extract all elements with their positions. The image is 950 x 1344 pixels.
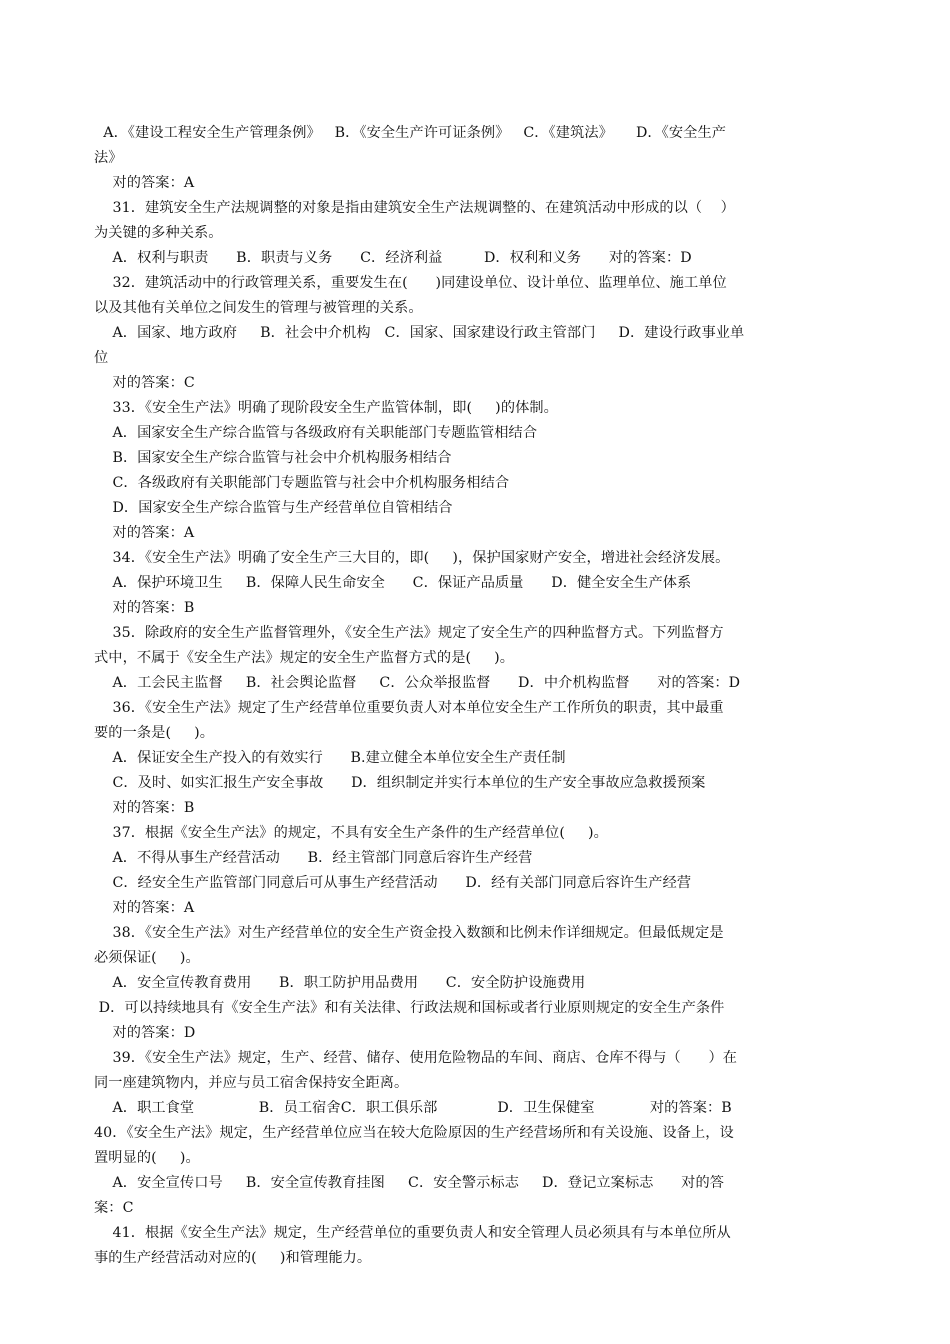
text-line: 35．除政府的安全生产监督管理外，《安全生产法》规定了安全生产的四种监督方式。下列监督方 [94,625,724,641]
text-line: C．各级政府有关职能部门专题监管与社会中介机构服务相结合 [94,475,510,491]
text-line: B．国家安全生产综合监管与社会中介机构服务相结合 [94,450,452,466]
text-line: 32．建筑活动中的行政管理关系，重要发生在( )同建设单位、设计单位、监理单位、施工单位 [94,275,727,291]
text-line: 位 [94,350,109,366]
text-line: 对的答案：B [94,600,195,616]
text-line: 对的答案：A [94,900,195,916]
text-line: A．保护环境卫生 B．保障人民生命安全 C．保证产品质量 D．健全安全生产体系 [94,575,692,591]
text-line: 案：C [94,1200,134,1216]
text-line: A．工会民主监督 B．社会舆论监督 C．公众举报监督 D．中介机构监督 对的答案：D [94,675,741,691]
text-line: 要的一条是( )。 [94,725,215,741]
text-line: 对的答案：D [94,1025,196,1041]
text-line: 法》 [94,150,123,166]
text-line: A．《建设工程安全生产管理条例》 B．《安全生产许可证条例》 C．《建筑法》 D．《安全生产 [94,125,727,141]
text-line: A．安全宣传教育费用 B．职工防护用品费用 C．安全防护设施费用 [94,975,586,991]
text-line: 34．《安全生产法》明确了安全生产三大目的，即( )，保护国家财产安全，增进社会经济发展。 [94,550,730,566]
text-line: 置明显的( )。 [94,1150,200,1166]
text-line: 必须保证( )。 [94,950,200,966]
text-line: 38．《安全生产法》对生产经营单位的安全生产资金投入数额和比例未作详细规定。但最低规定是 [94,925,724,941]
text-line: C．经安全生产监管部门同意后可从事生产经营活动 D．经有关部门同意后容许生产经营 [94,875,692,891]
text-line: 为关键的多种关系。 [94,225,223,241]
text-line: 以及其他有关单位之间发生的管理与被管理的关系。 [94,300,423,316]
text-line: D．可以持续地具有《安全生产法》和有关法律、行政法规和国标或者行业原则规定的安全生产条件 [94,1000,725,1016]
text-line: 41．根据《安全生产法》规定，生产经营单位的重要负责人和安全管理人员必须具有与本单位所从 [94,1225,731,1241]
text-line: 事的生产经营活动对应的( )和管理能力。 [94,1250,372,1266]
text-line: 式中，不属于《安全生产法》规定的安全生产监督方式的是( )。 [94,650,515,666]
text-line: 31．建筑安全生产法规调整的对象是指由建筑安全生产法规调整的、在建筑活动中形成的以（ ） [94,200,735,216]
text-line: 36．《安全生产法》规定了生产经营单位重要负责人对本单位安全生产工作所负的职责，其中最重 [94,700,724,716]
text-line: 对的答案：A [94,525,195,541]
text-line: 40．《安全生产法》规定，生产经营单位应当在较大危险原因的生产经营场所和有关设施、设备上，设 [94,1125,734,1141]
text-line: 对的答案：A [94,175,195,191]
text-line: A．职工食堂 B．员工宿舍C．职工俱乐部 D．卫生保健室 对的答案：B [94,1100,732,1116]
text-line: 对的答案：B [94,800,195,816]
text-line: 对的答案：C [94,375,195,391]
text-line: A．安全宣传口号 B．安全宣传教育挂图 C．安全警示标志 D．登记立案标志 对的答 [94,1175,725,1191]
text-line: C．及时、如实汇报生产安全事故 D．组织制定并实行本单位的生产安全事故应急救援预案 [94,775,706,791]
text-line: 39．《安全生产法》规定，生产、经营、储存、使用危险物品的车间、商店、仓库不得与（ ）在 [94,1050,738,1066]
text-line: 同一座建筑物内，并应与员工宿舍保持安全距离。 [94,1075,409,1091]
text-line: A．权利与职责 B．职责与义务 C．经济利益 D．权利和义务 对的答案：D [94,250,692,266]
text-line: 33．《安全生产法》明确了现阶段安全生产监管体制，即( )的体制。 [94,400,558,416]
text-line: A．不得从事生产经营活动 B．经主管部门同意后容许生产经营 [94,850,533,866]
text-line: A．国家、地方政府 B．社会中介机构 C．国家、国家建设行政主管部门 D．建设行政事业单 [94,325,745,341]
text-line: 37．根据《安全生产法》的规定，不具有安全生产条件的生产经营单位( )。 [94,825,608,841]
text-line: A．保证安全生产投入的有效实行 B.建立健全本单位安全生产责任制 [94,750,566,766]
text-line: D．国家安全生产综合监管与生产经营单位自管相结合 [94,500,453,516]
text-line: A．国家安全生产综合监管与各级政府有关职能部门专题监管相结合 [94,425,538,441]
